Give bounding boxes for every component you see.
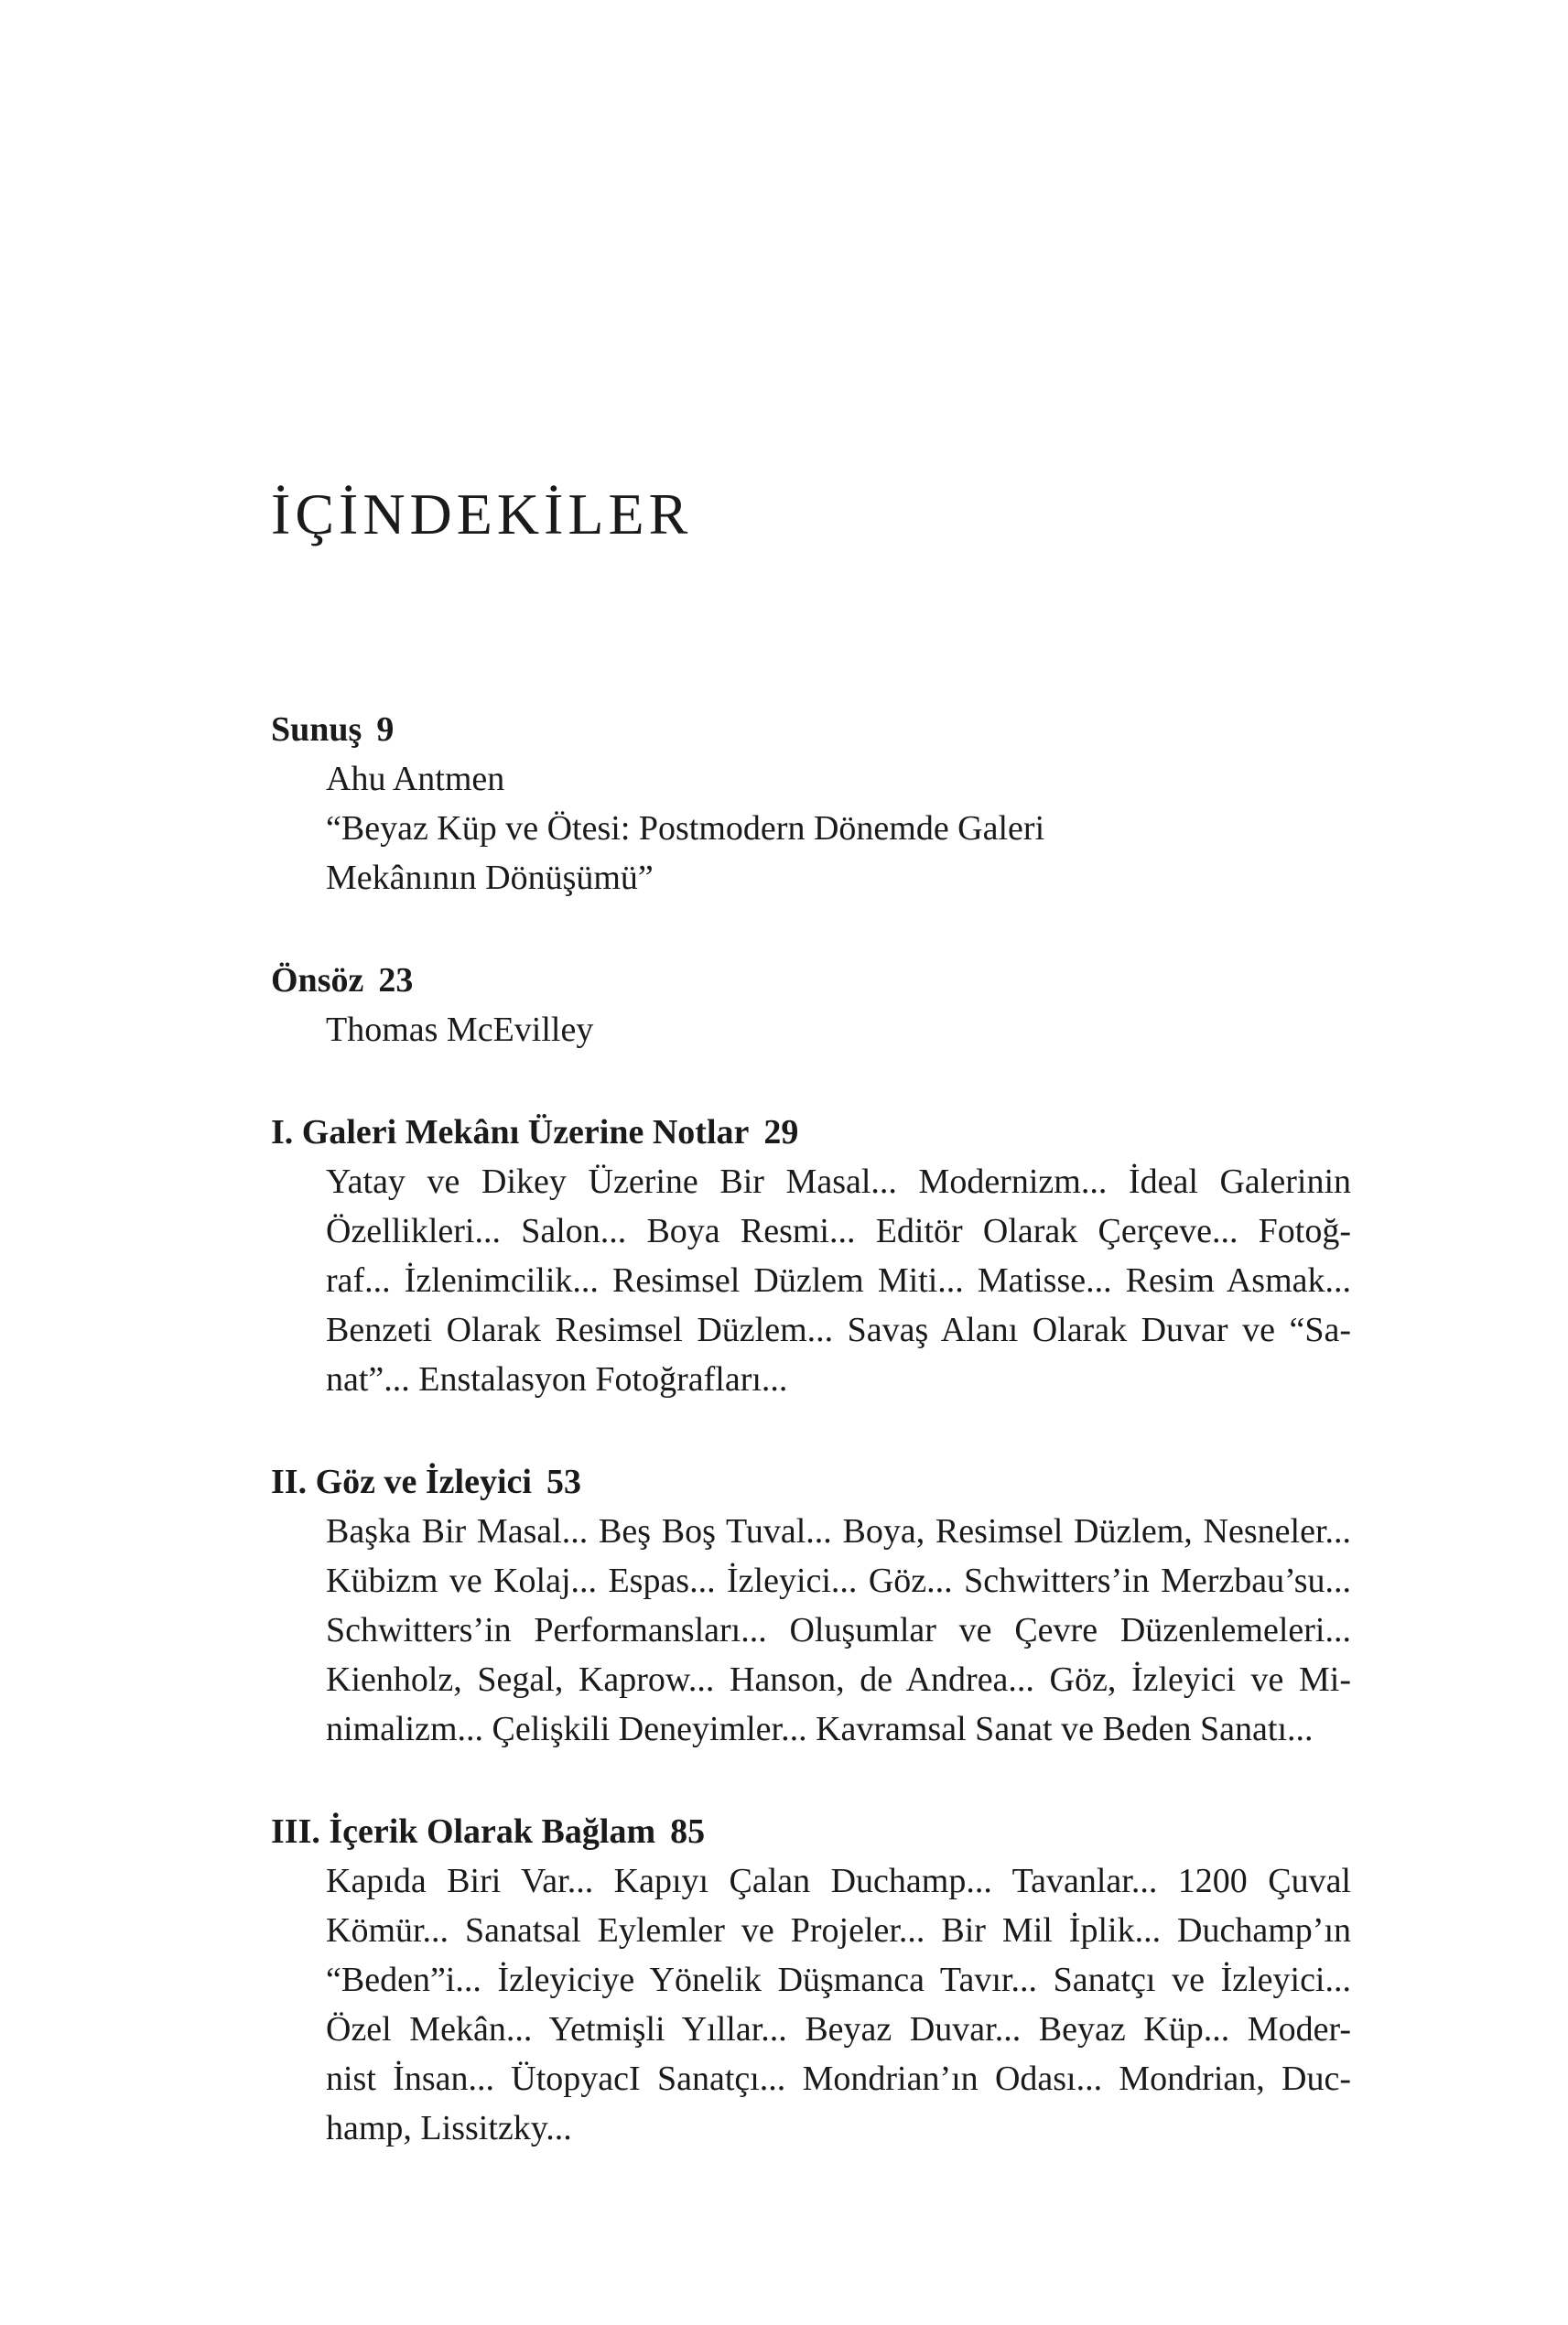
section-body	[326, 754, 1351, 903]
page-number: 29	[763, 1113, 799, 1152]
section-summary	[326, 1157, 1351, 1404]
essay-title-line: Mekânının Dönüşümü”	[326, 859, 654, 897]
section-heading	[271, 1457, 1351, 1507]
page-number: 9	[376, 710, 395, 749]
section-heading	[271, 1108, 1351, 1157]
author-name: Ahu Antmen	[326, 760, 505, 798]
summary-line: “Beden”i... İzleyiciye Yönelik Düşmanca Tavır... Sanatçı ve İzleyici...	[326, 1961, 1351, 1999]
toc-section-sunus	[271, 705, 1351, 903]
toc-section-chapter-1	[271, 1108, 1351, 1404]
summary-line: Kienholz, Segal, Kaprow... Hanson, de Andrea... Göz, İzleyici ve Mi-	[326, 1660, 1351, 1699]
summary-line: Özellikleri... Salon... Boya Resmi... Editör Olarak Çerçeve... Fotoğ-	[326, 1212, 1351, 1250]
toc-section-chapter-3	[271, 1807, 1351, 2153]
summary-line: raf... İzlenimcilik... Resimsel Düzlem Miti... Matisse... Resim Asmak...	[326, 1261, 1351, 1300]
table-of-contents	[271, 705, 1351, 2206]
page-title: İÇİNDEKİLER	[271, 481, 693, 546]
summary-line: Özel Mekân... Yetmişli Yıllar... Beyaz Duvar... Beyaz Küp... Moder-	[326, 2010, 1351, 2049]
page-number: 53	[546, 1463, 581, 1501]
summary-line: Kömür... Sanatsal Eylemler ve Projeler... Bir Mil İplik... Duchamp’ın	[326, 1911, 1351, 1950]
section-title: II. Göz ve İzleyici	[271, 1463, 532, 1501]
summary-line: nist İnsan... ÜtopyacI Sanatçı... Mondrian’ın Odası... Mondrian, Duc-	[326, 2060, 1351, 2098]
summary-line: Benzeti Olarak Resimsel Düzlem... Savaş Alanı Olarak Duvar ve “Sa-	[326, 1311, 1351, 1349]
summary-line: Yatay ve Dikey Üzerine Bir Masal... Modernizm... İdeal Galerinin	[326, 1162, 1351, 1201]
summary-line: nat”... Enstalasyon Fotoğrafları...	[326, 1360, 788, 1399]
section-title: Sunuş	[271, 710, 362, 749]
section-heading	[271, 1807, 1351, 1856]
summary-line: Kübizm ve Kolaj... Espas... İzleyici... Göz... Schwitters’in Merzbau’su...	[326, 1562, 1351, 1600]
essay-title-line: “Beyaz Küp ve Ötesi: Postmodern Dönemde Galeri	[326, 809, 1045, 848]
toc-section-chapter-2	[271, 1457, 1351, 1754]
page-number: 23	[378, 961, 414, 1000]
summary-line: hamp, Lissitzky...	[326, 2109, 572, 2147]
summary-line: Başka Bir Masal... Beş Boş Tuval... Boya, Resimsel Düzlem, Nesneler...	[326, 1512, 1351, 1551]
summary-line: Schwitters’in Performansları... Oluşumlar ve Çevre Düzenlemeleri...	[326, 1611, 1351, 1649]
section-heading	[271, 705, 1351, 754]
summary-line: nimalizm... Çelişkili Deneyimler... Kavramsal Sanat ve Beden Sanatı...	[326, 1710, 1314, 1748]
section-body	[326, 1005, 1351, 1054]
section-summary	[326, 1856, 1351, 2153]
page-number: 85	[670, 1812, 706, 1851]
section-heading	[271, 956, 1351, 1005]
section-title: Önsöz	[271, 961, 364, 1000]
author-name: Thomas McEvilley	[326, 1011, 594, 1049]
toc-section-onsoz	[271, 956, 1351, 1054]
section-summary	[326, 1507, 1351, 1754]
section-title: III. İçerik Olarak Bağlam	[271, 1812, 656, 1851]
section-title: I. Galeri Mekânı Üzerine Notlar	[271, 1113, 750, 1152]
summary-line: Kapıda Biri Var... Kapıyı Çalan Duchamp... Tavanlar... 1200 Çuval	[326, 1862, 1351, 1900]
